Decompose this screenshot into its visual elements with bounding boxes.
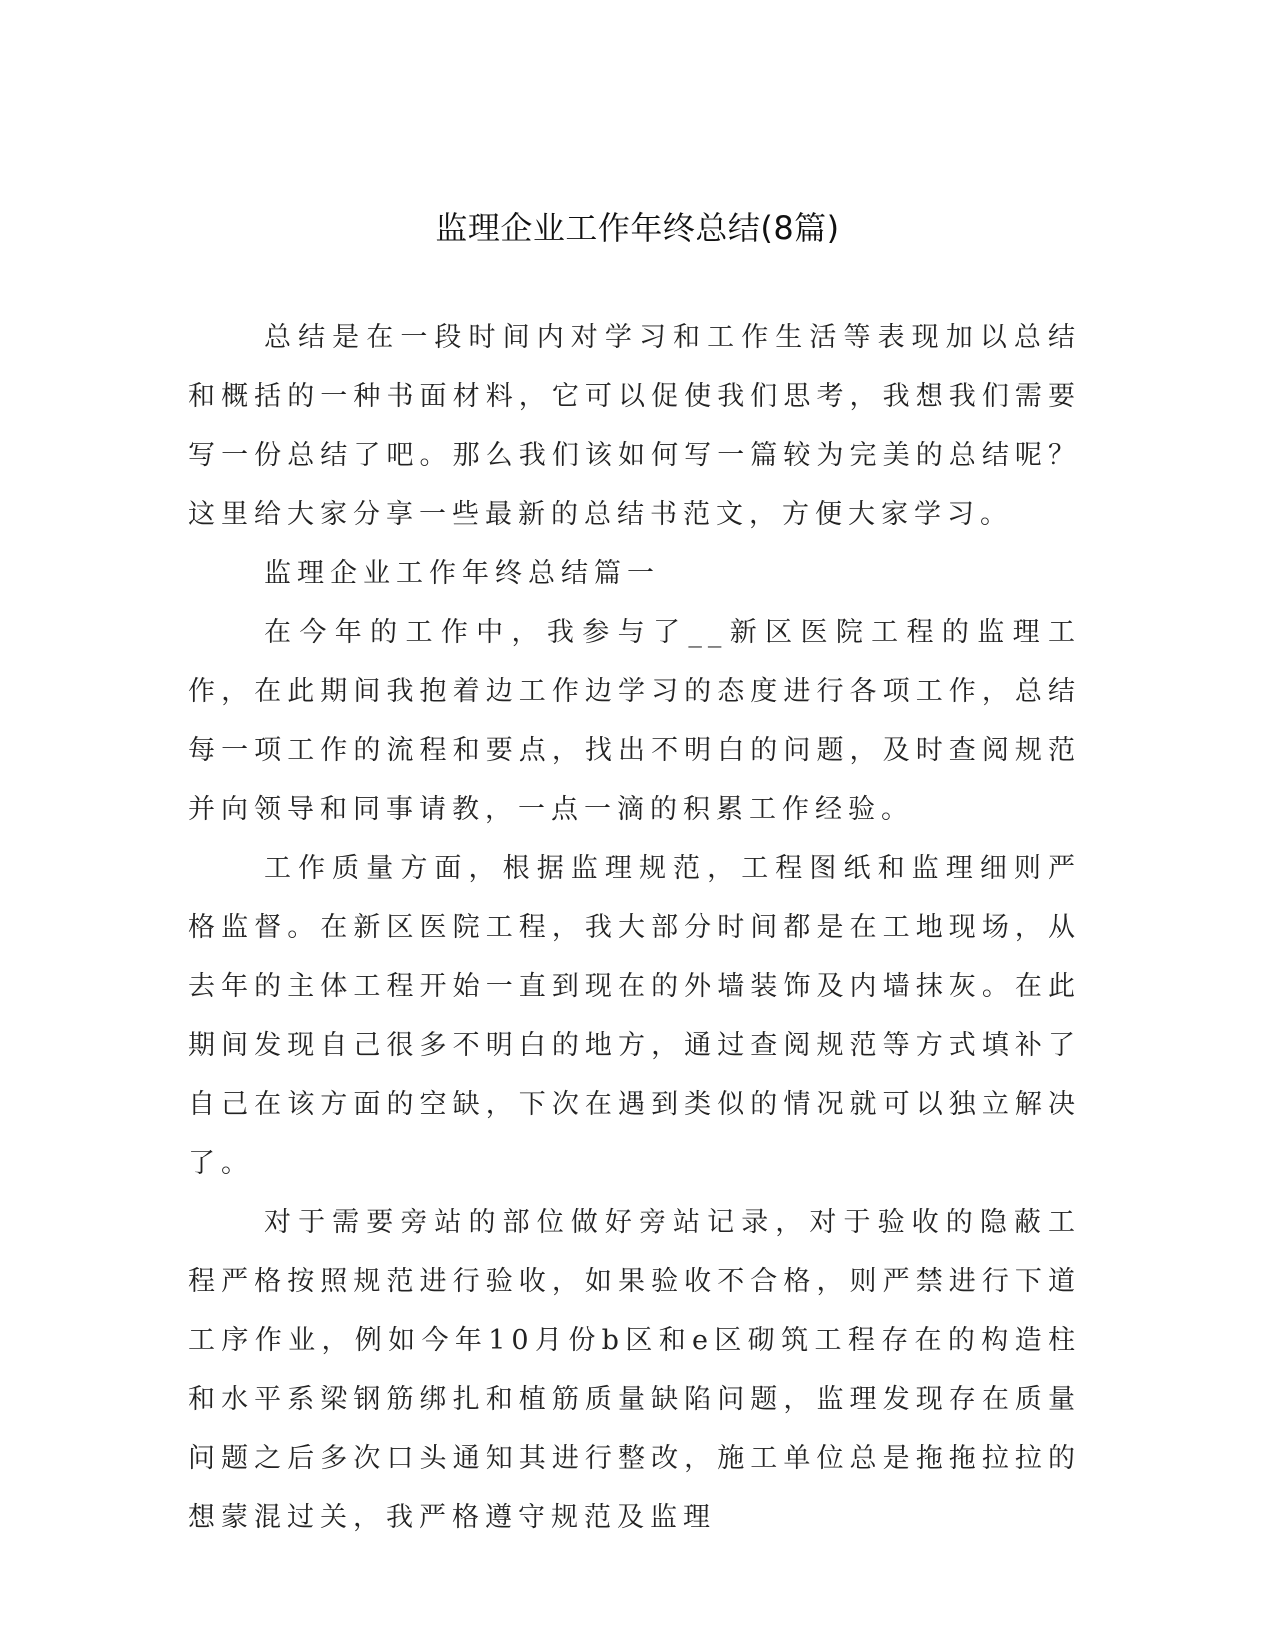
section-heading: 监理企业工作年终总结篇一 [264, 558, 660, 589]
body-paragraph: 工作质量方面，根据监理规范，工程图纸和监理细则严格监督。在新区医院工程，我大部分时间都是在工地现场，从去年的主体工程开始一直到现在的外墙装饰及内墙抹灰。在此期间发现自己很多不明白的地方，通过查阅规范等方式填补了自己在该方面的空缺，下次在遇到类似的情况就可以独立解决了。 [188, 853, 1081, 1179]
document-title: 监理企业工作年终总结(8篇) [435, 209, 840, 247]
body-paragraph: 在今年的工作中，我参与了__新区医院工程的监理工作，在此期间我抱着边工作边学习的态度进行各项工作，总结每一项工作的流程和要点，找出不明白的问题，及时查阅规范并向领导和同事请教，一点一滴的积累工作经验。 [188, 617, 1081, 825]
body-paragraph: 对于需要旁站的部位做好旁站记录，对于验收的隐蔽工程严格按照规范进行验收，如果验收不合格，则严禁进行下道工序作业，例如今年10月份b区和e区砌筑工程存在的构造柱和水平系梁钢筋绑扎和植筋质量缺陷问题，监理发现存在质量问题之后多次口头通知其进行整改，施工单位总是拖拖拉拉的想蒙混过关，我严格遵守规范及监理 [188, 1207, 1081, 1533]
document-body [188, 308, 1081, 1547]
intro-paragraph: 总结是在一段时间内对学习和工作生活等表现加以总结和概括的一种书面材料，它可以促使我们思考，我想我们需要写一份总结了吧。那么我们该如何写一篇较为完美的总结呢？这里给大家分享一些最新的总结书范文，方便大家学习。 [188, 322, 1081, 530]
